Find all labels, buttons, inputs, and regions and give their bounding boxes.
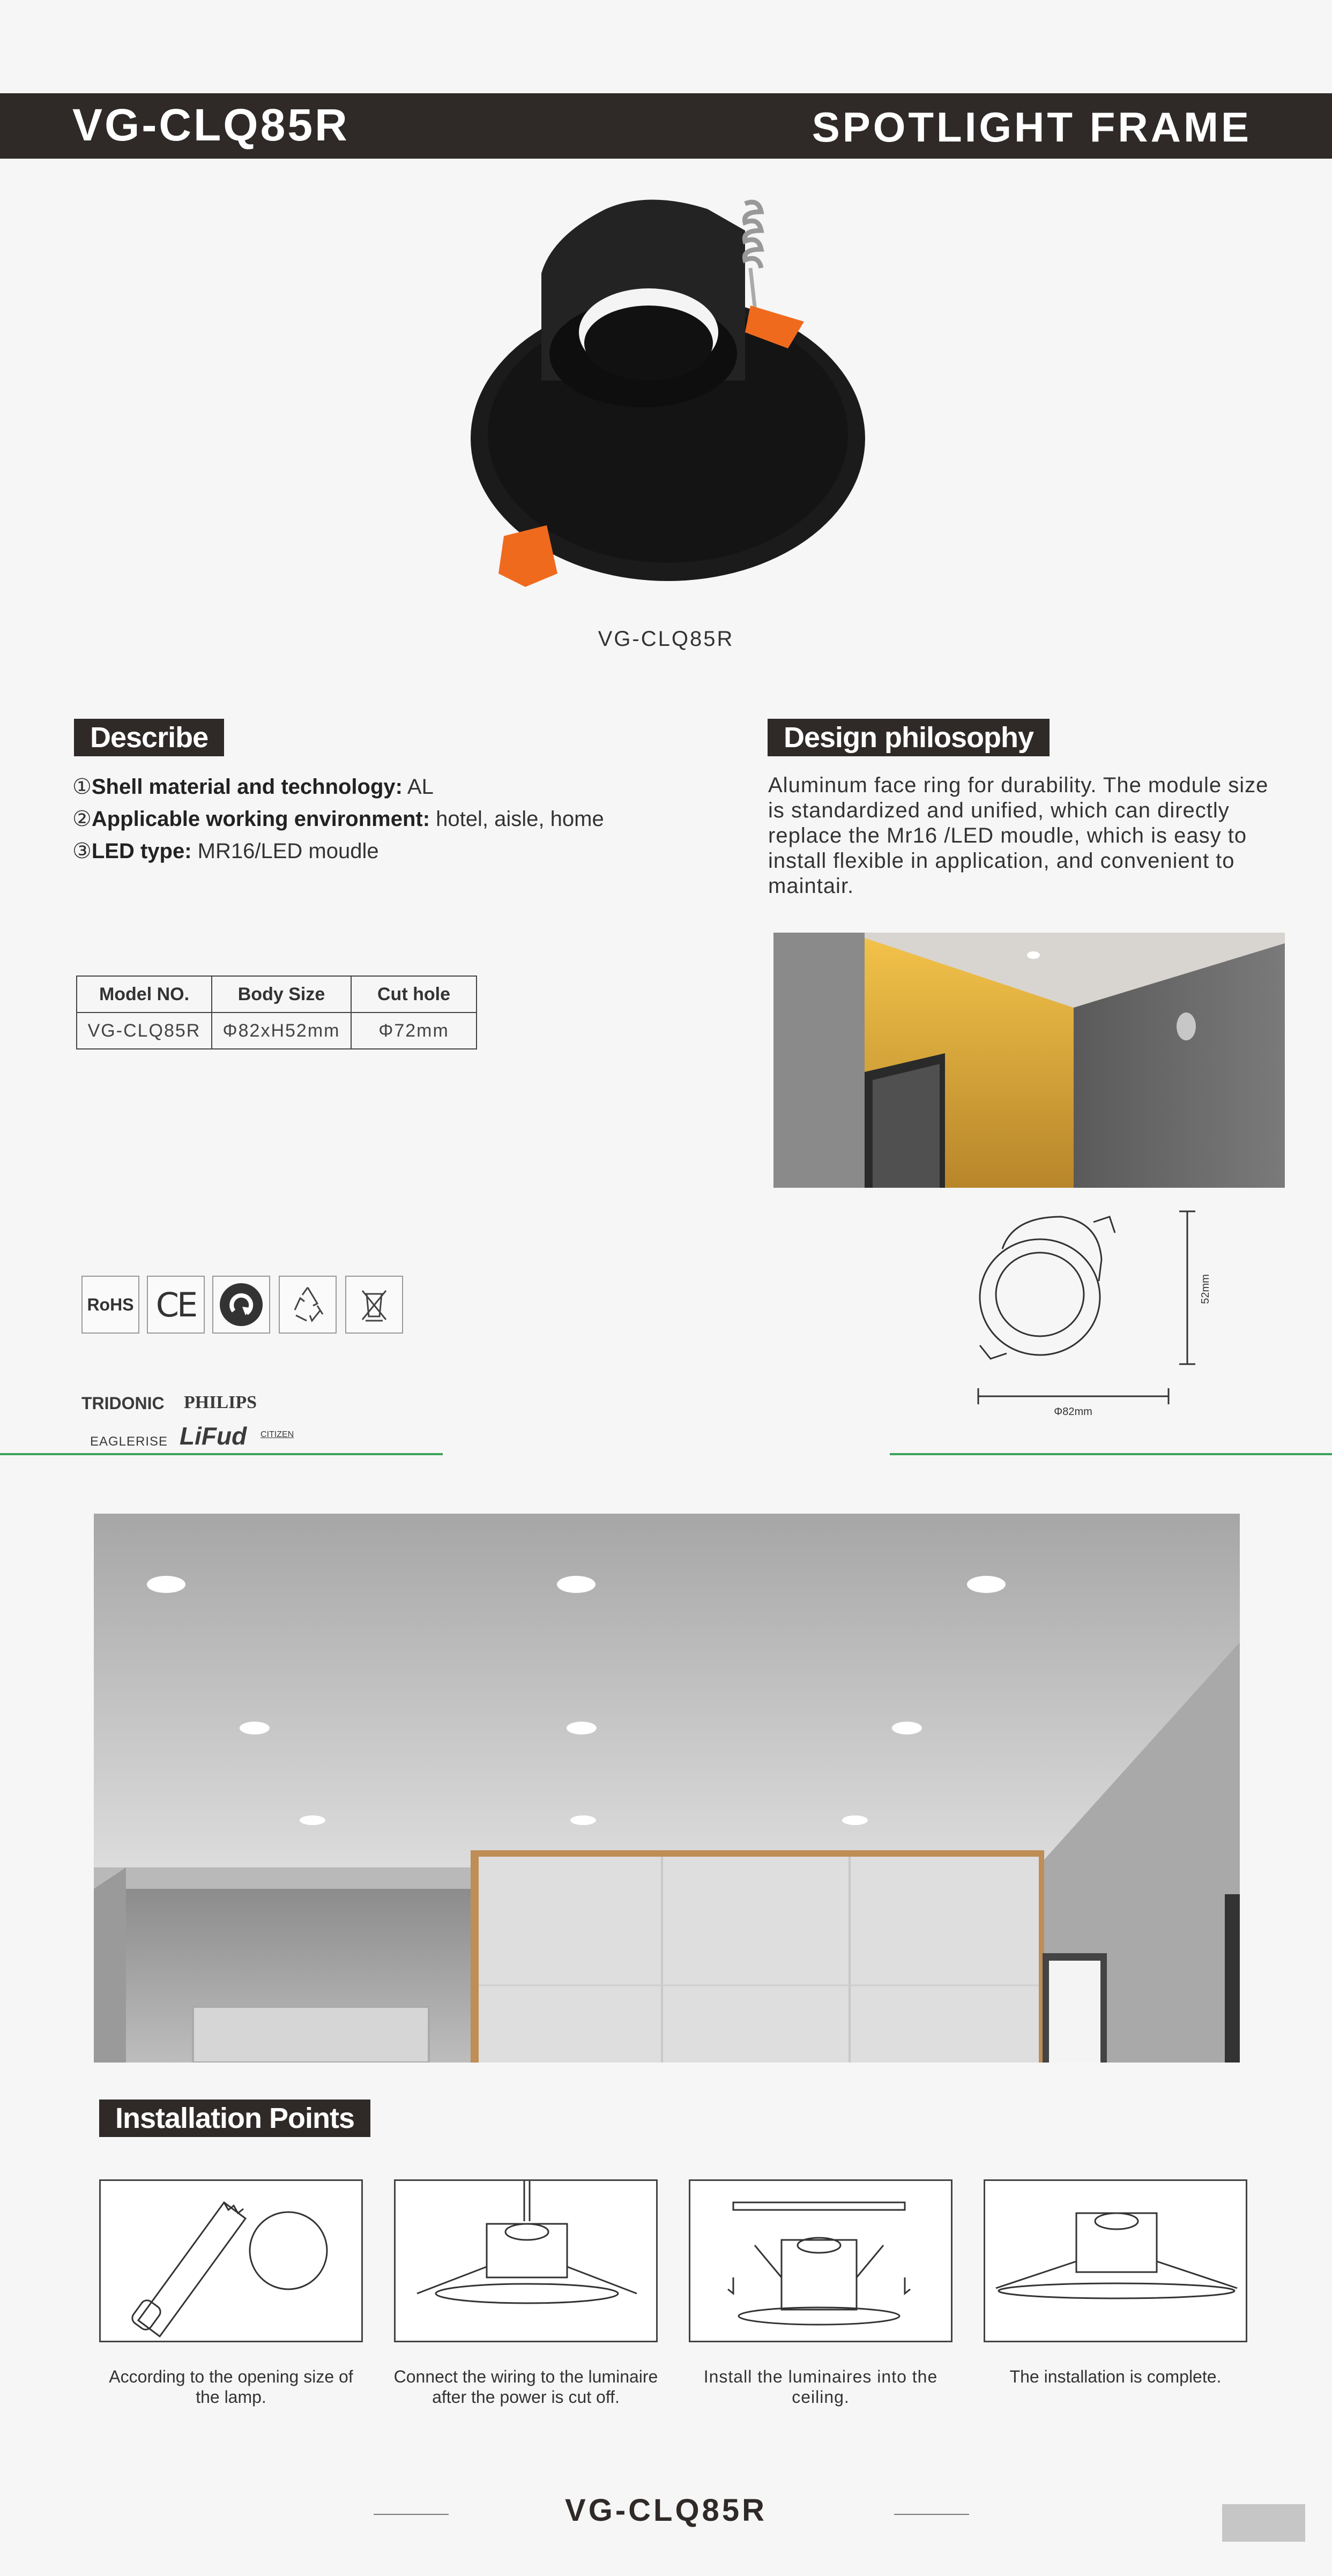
brand-lifud: LiFud: [180, 1422, 247, 1450]
install-step-3: [689, 2179, 953, 2342]
application-scene-photo: [94, 1514, 1240, 2063]
installation-title: Installation Points: [99, 2099, 370, 2137]
brand-philips: PHILIPS: [184, 1393, 257, 1412]
recycle-icon: [279, 1276, 337, 1334]
table-cell: Φ82xH52mm: [212, 1012, 351, 1049]
rohs-icon: RoHS: [81, 1276, 139, 1334]
table-cell: VG-CLQ85R: [77, 1012, 212, 1049]
describe-item: ①Shell material and technology: AL: [72, 775, 434, 799]
design-text: Aluminum face ring for durability. The module size is standardized and unified, which can directly replace the Mr16 /LED moudle, which is easy to install flexible in application, and convenient to maintair.: [768, 773, 1269, 898]
wiring-icon: [396, 2181, 656, 2341]
install-step-2: [394, 2179, 658, 2342]
brand-eaglerise: EAGLERISE: [90, 1434, 168, 1449]
product-image: [466, 193, 874, 600]
footer-model: VG-CLQ85R: [565, 2493, 767, 2528]
brand-tridonic: TRIDONIC: [81, 1394, 165, 1413]
dim-diameter-label: Φ82mm: [1054, 1406, 1092, 1418]
ce-mark-icon: CE: [147, 1276, 205, 1334]
dim-height-label: 52mm: [1200, 1274, 1211, 1304]
spec-table: [76, 976, 477, 1049]
footer-gray-box: [1222, 2504, 1305, 2542]
product-caption: VG-CLQ85R: [598, 627, 734, 651]
ceiling-install-icon: [690, 2181, 951, 2341]
install-step-2-caption: Connect the wiring to the luminaire after the power is cut off.: [393, 2367, 658, 2407]
install-step-4-caption: The installation is complete.: [1009, 2367, 1222, 2386]
divider-left: [0, 1453, 443, 1455]
table-row: [77, 1012, 477, 1049]
describe-item: ③LED type: MR16/LED moudle: [72, 839, 379, 863]
footer-line-right: [894, 2514, 969, 2515]
green-dot-icon: [212, 1276, 270, 1334]
installed-icon: [985, 2181, 1246, 2341]
install-step-4: [984, 2179, 1247, 2342]
table-header: Cut hole: [351, 976, 477, 1012]
design-title: Design philosophy: [768, 719, 1050, 756]
describe-title: Describe: [74, 719, 224, 756]
install-step-1: [99, 2179, 363, 2342]
brand-citizen: CITIZEN: [261, 1430, 294, 1439]
table-cell: Φ72mm: [351, 1012, 477, 1049]
header-model: VG-CLQ85R: [72, 100, 349, 150]
describe-item: ②Applicable working environment: hotel, aisle, home: [72, 807, 604, 831]
install-step-1-caption: According to the opening size of the lamp.: [109, 2367, 353, 2407]
weee-bin-icon: [345, 1276, 403, 1334]
install-step-3-caption: Install the luminaires into the ceiling.: [703, 2367, 938, 2407]
table-header: Body Size: [212, 976, 351, 1012]
table-header: Model NO.: [77, 976, 212, 1012]
dimension-drawing: [965, 1201, 1238, 1426]
describe-list: [72, 771, 604, 867]
saw-icon: [101, 2181, 361, 2341]
interior-photo: [773, 933, 1285, 1188]
header-category: SPOTLIGHT FRAME: [812, 103, 1252, 151]
divider-right: [890, 1453, 1332, 1455]
